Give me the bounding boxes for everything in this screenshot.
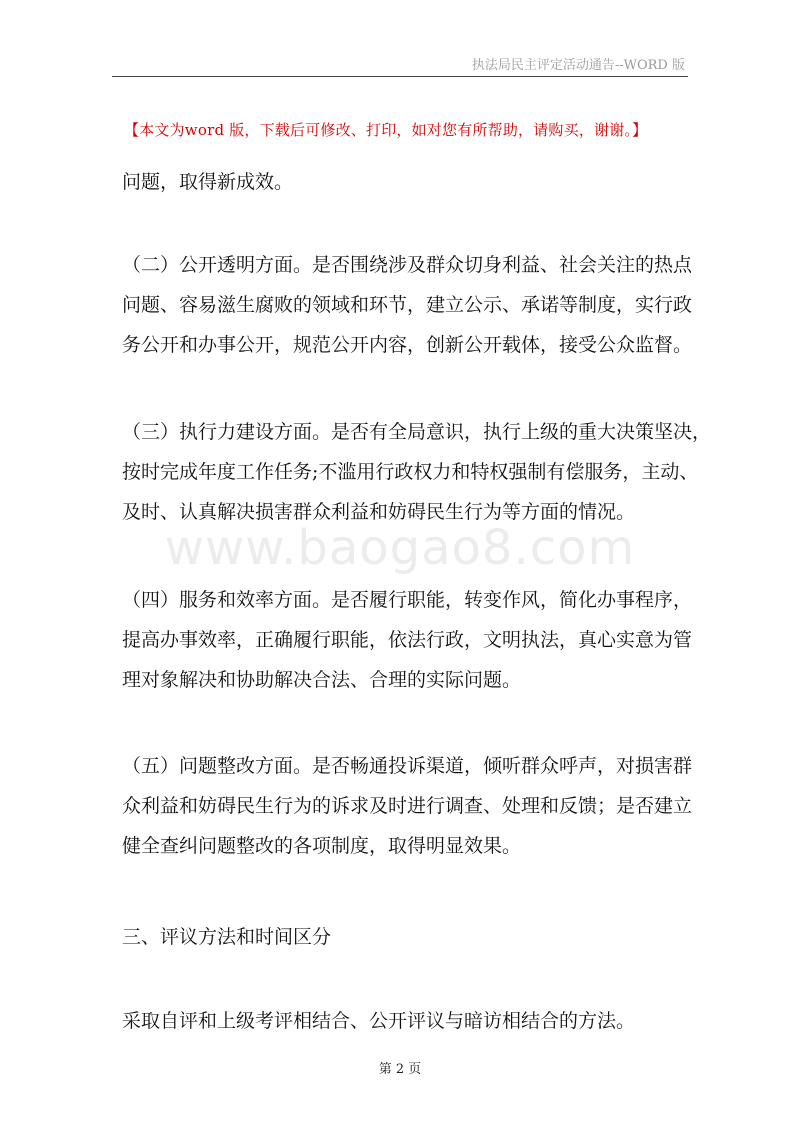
paragraph-service: [122, 580, 692, 700]
text-line: （五）问题整改方面。是否畅通投诉渠道，倾听群众呼声，对损害群: [122, 755, 693, 777]
text-line: （四）服务和效率方面。是否履行职能，转变作风，简化办事程序，: [122, 589, 693, 611]
purchase-notice: 【本文为word 版，下载后可修改、打印，如对您有所帮助，请购买，谢谢。】: [124, 121, 648, 139]
header-divider: [112, 76, 688, 77]
text-line: 按时完成年度工作任务;不滥用行政权力和特权强制有偿服务，主动、: [122, 461, 699, 483]
text-line: 三、评议方法和时间区分: [122, 926, 332, 948]
watermark: www.baogao8.com: [164, 520, 636, 576]
paragraph-execution: [122, 412, 712, 532]
text-line: 及时、认真解决损害群众利益和妨碍民生行为等方面的情况。: [122, 501, 636, 523]
text-line: 众利益和妨碍民生行为的诉求及时进行调查、处理和反馈；是否建立: [122, 795, 693, 817]
text-line: （二）公开透明方面。是否围绕涉及群众切身利益、社会关注的热点: [122, 254, 693, 276]
section-heading: [122, 917, 692, 957]
paragraph-rectification: [122, 746, 692, 866]
paragraph-transparency: [122, 245, 692, 365]
text-line: 问题、容易滋生腐败的领域和环节，建立公示、承诺等制度，实行政: [122, 294, 693, 316]
text-line: 问题，取得新成效。: [122, 171, 294, 193]
text-line: 务公开和办事公开，规范公开内容，创新公开载体，接受公众监督。: [122, 334, 693, 356]
text-line: 健全查纠问题整改的各项制度，取得明显效果。: [122, 835, 522, 857]
page-number: 第 2 页: [378, 1062, 422, 1077]
text-line: 采取自评和上级考评相结合、公开评议与暗访相结合的方法。: [122, 1010, 636, 1032]
running-header: 执法局民主评定活动通告--WORD 版: [471, 58, 685, 73]
text-line: 理对象解决和协助解决合法、合理的实际问题。: [122, 669, 522, 691]
paragraph-continuation: [122, 162, 692, 202]
text-line: 提高办事效率，正确履行职能，依法行政，文明执法，真心实意为管: [122, 629, 693, 651]
paragraph-method: [122, 1001, 692, 1041]
text-line: （三）执行力建设方面。是否有全局意识，执行上级的重大决策坚决，: [122, 421, 712, 443]
